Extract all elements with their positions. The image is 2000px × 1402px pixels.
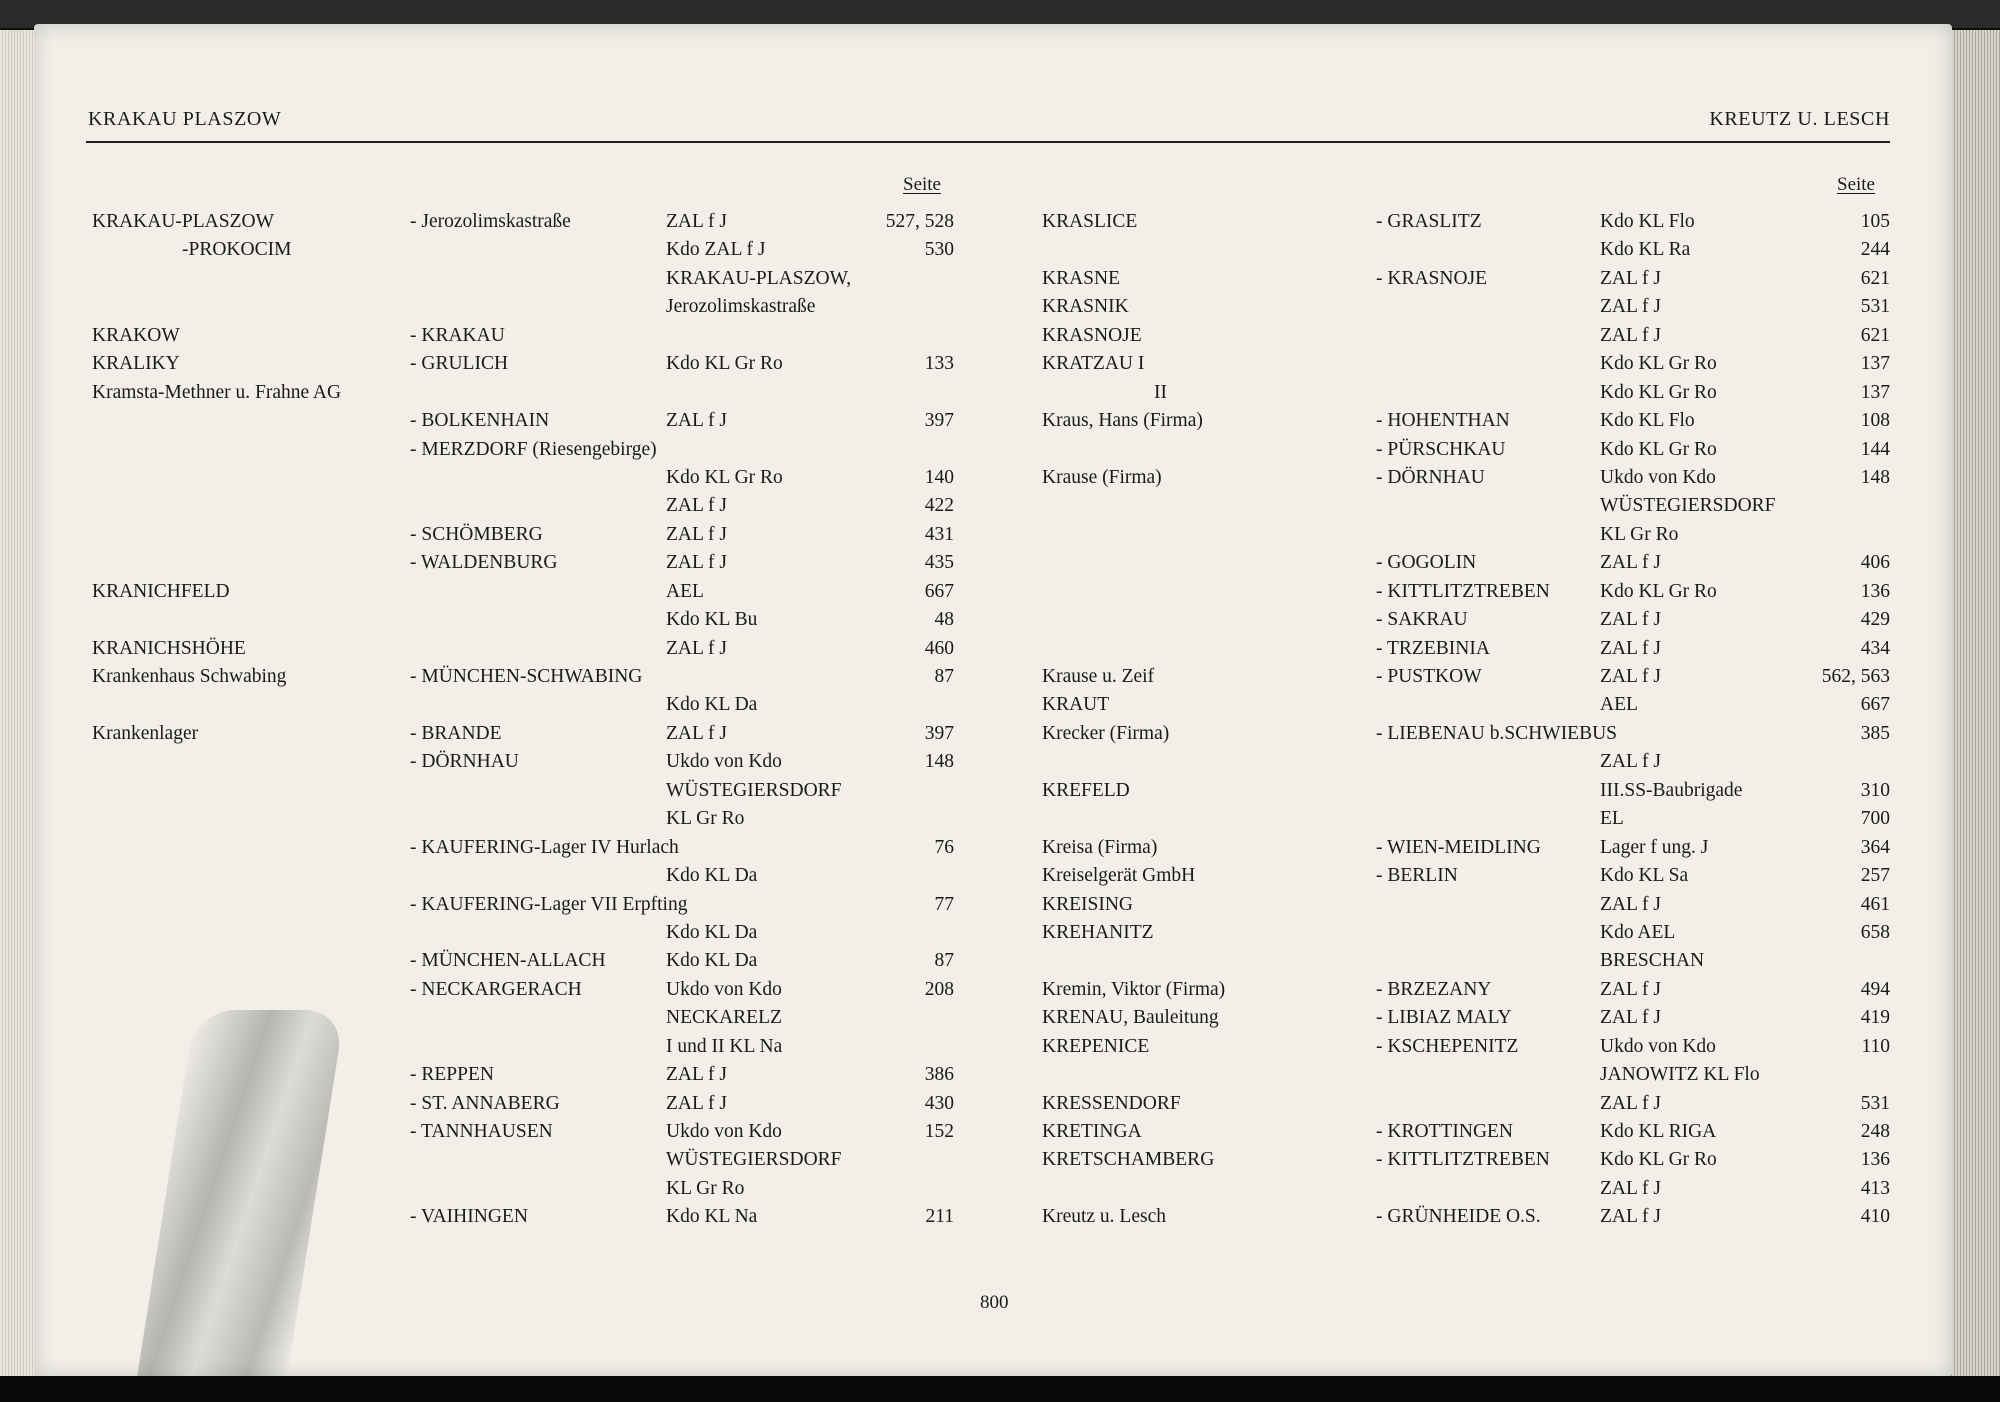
index-location: - ST. ANNABERG xyxy=(410,1092,560,1114)
index-row xyxy=(1042,663,1902,691)
index-page: 148 xyxy=(924,751,954,773)
index-term: KRETSCHAMBERG xyxy=(1042,1149,1215,1171)
index-row xyxy=(92,1175,962,1203)
column-heading-left: Seite xyxy=(903,174,941,195)
index-page: 77 xyxy=(934,893,954,915)
index-location: - PUSTKOW xyxy=(1376,666,1482,687)
index-camp: Kdo KL Da xyxy=(666,694,758,716)
book-page-edges-left xyxy=(0,30,36,1380)
index-term: Kremin, Viktor (Firma) xyxy=(1042,978,1226,1000)
index-camp: Jerozolimskastraße xyxy=(666,296,816,318)
index-page: 244 xyxy=(1860,239,1890,261)
index-term: KRALIKY xyxy=(92,353,180,375)
index-page: 140 xyxy=(924,466,954,488)
index-term: Krankenlager xyxy=(92,722,199,744)
index-location: - GRÜNHEIDE O.S. xyxy=(1376,1206,1541,1228)
index-camp: ZAL f J xyxy=(1600,637,1662,659)
index-row xyxy=(1042,350,1902,378)
index-location: - KSCHEPENITZ xyxy=(1376,1035,1519,1057)
index-row xyxy=(1042,606,1902,634)
index-location: - KRASNOJE xyxy=(1376,267,1488,289)
index-location: - SCHÖMBERG xyxy=(410,523,543,545)
index-camp: ZAL f J xyxy=(666,410,728,432)
index-row xyxy=(1042,549,1902,577)
index-row xyxy=(92,379,962,407)
index-row xyxy=(92,407,962,435)
index-row xyxy=(92,208,962,236)
running-header-left: KRAKAU PLASZOW xyxy=(88,108,282,130)
index-row xyxy=(1042,379,1902,407)
index-location: - DÖRNHAU xyxy=(1376,466,1485,488)
index-row xyxy=(1042,748,1902,776)
index-page: 76 xyxy=(934,836,954,858)
index-camp: Kdo KL Da xyxy=(666,921,758,943)
index-row xyxy=(92,549,962,577)
index-location: - WIEN-MEIDLING xyxy=(1376,836,1541,858)
index-column-left xyxy=(92,208,962,1232)
index-page: 494 xyxy=(1860,978,1890,1000)
index-camp: Kdo KL Da xyxy=(666,950,758,972)
index-row xyxy=(92,350,962,378)
index-camp: BRESCHAN xyxy=(1600,950,1705,972)
index-row xyxy=(1042,1033,1902,1061)
scan-bottom-border xyxy=(0,1376,2000,1402)
index-row xyxy=(1042,720,1902,748)
index-page: 658 xyxy=(1860,921,1890,943)
index-page: 110 xyxy=(1861,1035,1890,1057)
index-camp: ZAL f J xyxy=(666,1092,728,1114)
index-camp: Ukdo von Kdo xyxy=(666,978,782,1000)
index-location: - KAUFERING-Lager IV Hurlach xyxy=(410,836,679,858)
index-term: KRASNIK xyxy=(1042,296,1129,318)
index-camp: Kdo KL Gr Ro xyxy=(1600,1149,1717,1171)
index-term: KREFELD xyxy=(1042,779,1130,801)
book-page-edges-right xyxy=(1952,30,2000,1380)
index-camp: ZAL f J xyxy=(1600,1092,1662,1114)
index-location: - WALDENBURG xyxy=(410,552,558,574)
index-page: 105 xyxy=(1860,211,1890,232)
index-camp: I und II KL Na xyxy=(666,1035,783,1057)
index-term: KREPENICE xyxy=(1042,1035,1150,1057)
index-camp: Kdo KL Gr Ro xyxy=(1600,353,1717,375)
index-row xyxy=(92,606,962,634)
index-camp: JANOWITZ KL Flo xyxy=(1600,1064,1760,1086)
index-row xyxy=(1042,691,1902,719)
index-row xyxy=(92,834,962,862)
index-term: Kreisa (Firma) xyxy=(1042,836,1158,858)
index-camp: Kdo KL Flo xyxy=(1600,410,1695,432)
index-term: KREHANITZ xyxy=(1042,921,1154,943)
index-camp: EL xyxy=(1600,808,1624,830)
index-row xyxy=(1042,208,1902,236)
index-page: 386 xyxy=(924,1064,954,1086)
index-camp: Kdo KL Na xyxy=(666,1206,758,1228)
index-camp: ZAL f J xyxy=(1600,1007,1662,1029)
index-location: - KROTTINGEN xyxy=(1376,1121,1514,1142)
index-page: 364 xyxy=(1860,836,1890,858)
index-page: 413 xyxy=(1860,1177,1890,1199)
index-row xyxy=(92,748,962,776)
index-term: Kramsta-Methner u. Frahne AG xyxy=(92,381,342,403)
index-camp: KL Gr Ro xyxy=(666,1177,745,1199)
index-row xyxy=(1042,1175,1902,1203)
index-page: 621 xyxy=(1860,324,1890,346)
index-location: - LIEBENAU b.SCHWIEBUS xyxy=(1376,722,1618,744)
index-term: KRASNOJE xyxy=(1042,324,1142,346)
index-camp: ZAL f J xyxy=(666,637,728,659)
index-row xyxy=(92,720,962,748)
index-row xyxy=(1042,464,1902,492)
index-row xyxy=(1042,834,1902,862)
index-row xyxy=(1042,947,1902,975)
index-page: 152 xyxy=(924,1121,954,1142)
index-page: 460 xyxy=(924,637,954,659)
index-page: 621 xyxy=(1860,267,1890,289)
index-page: 108 xyxy=(1860,410,1890,432)
index-page: 248 xyxy=(1860,1121,1890,1142)
index-page: 461 xyxy=(1860,893,1890,915)
index-row xyxy=(92,322,962,350)
index-camp: ZAL f J xyxy=(666,495,728,517)
index-term: Kraus, Hans (Firma) xyxy=(1042,410,1203,432)
index-page: 208 xyxy=(924,978,954,1000)
index-term: KRATZAU I xyxy=(1042,353,1145,375)
index-term: KRAKAU-PLASZOW xyxy=(92,211,274,232)
index-camp: Kdo KL Gr Ro xyxy=(1600,580,1717,602)
index-page: 531 xyxy=(1860,296,1890,318)
index-location: - PÜRSCHKAU xyxy=(1376,438,1506,460)
index-row xyxy=(92,976,962,1004)
index-term: KRAKOW xyxy=(92,324,180,346)
index-camp: Kdo AEL xyxy=(1600,921,1676,943)
index-camp: Ukdo von Kdo xyxy=(666,751,782,773)
index-camp: ZAL f J xyxy=(1600,324,1662,346)
index-row xyxy=(1042,635,1902,663)
index-page: 148 xyxy=(1860,466,1890,488)
index-camp: ZAL f J xyxy=(666,211,728,232)
index-location: - TRZEBINIA xyxy=(1376,637,1490,659)
index-location: - GRASLITZ xyxy=(1376,211,1482,232)
index-term: KRANICHFELD xyxy=(92,580,230,602)
index-row xyxy=(92,947,962,975)
index-page: 397 xyxy=(924,722,954,744)
index-location: - Jerozolimskastraße xyxy=(410,211,571,232)
index-camp: ZAL f J xyxy=(1600,1206,1662,1228)
page-number: 800 xyxy=(980,1292,1009,1313)
index-location: - VAIHINGEN xyxy=(410,1206,528,1228)
index-camp: Kdo ZAL f J xyxy=(666,239,766,261)
index-camp: AEL xyxy=(1600,694,1638,716)
index-page: 257 xyxy=(1860,865,1890,887)
index-camp: ZAL f J xyxy=(1600,1177,1662,1199)
index-page: 530 xyxy=(924,239,954,261)
index-location: - KITTLITZTREBEN xyxy=(1376,1149,1550,1171)
index-page: 87 xyxy=(934,950,954,972)
index-location: - GRULICH xyxy=(410,353,509,375)
index-term: KRENAU, Bauleitung xyxy=(1042,1007,1219,1029)
index-page: 562, 563 xyxy=(1821,666,1890,687)
index-row xyxy=(92,663,962,691)
index-camp: Kdo KL Gr Ro xyxy=(1600,438,1717,460)
index-row xyxy=(92,1090,962,1118)
index-camp: Lager f ung. J xyxy=(1600,836,1709,858)
index-row xyxy=(1042,492,1902,520)
index-page: 48 xyxy=(934,609,954,631)
index-camp: Kdo KL Ra xyxy=(1600,239,1691,261)
index-row xyxy=(92,1061,962,1089)
index-camp: ZAL f J xyxy=(1600,609,1662,631)
index-term: Krecker (Firma) xyxy=(1042,722,1170,744)
index-camp: WÜSTEGIERSDORF xyxy=(666,1149,842,1171)
index-page: 531 xyxy=(1860,1092,1890,1114)
index-page: 211 xyxy=(925,1206,954,1228)
index-row xyxy=(1042,1146,1902,1174)
index-term: Krause (Firma) xyxy=(1042,466,1162,488)
index-page: 435 xyxy=(924,552,954,574)
index-row xyxy=(1042,891,1902,919)
index-row xyxy=(92,265,962,293)
index-camp: WÜSTEGIERSDORF xyxy=(666,779,842,801)
index-location: - REPPEN xyxy=(410,1064,494,1086)
index-row xyxy=(92,891,962,919)
index-page: 700 xyxy=(1860,808,1890,830)
index-row xyxy=(92,862,962,890)
index-term: KRETINGA xyxy=(1042,1121,1142,1142)
index-page: 133 xyxy=(924,353,954,375)
index-row xyxy=(92,1146,962,1174)
index-row xyxy=(1042,436,1902,464)
index-camp: Ukdo von Kdo xyxy=(1600,466,1716,488)
index-term: KRASLICE xyxy=(1042,211,1138,232)
index-camp: Kdo KL Da xyxy=(666,865,758,887)
index-page: 406 xyxy=(1860,552,1890,574)
index-row xyxy=(92,777,962,805)
index-camp: Kdo KL Sa xyxy=(1600,865,1689,887)
index-page: 137 xyxy=(1860,381,1890,403)
index-row xyxy=(92,1033,962,1061)
index-row xyxy=(1042,236,1902,264)
index-location: - MÜNCHEN-SCHWABING xyxy=(410,666,643,687)
index-camp: ZAL f J xyxy=(1600,296,1662,318)
index-location: - BOLKENHAIN xyxy=(410,410,550,432)
index-row xyxy=(92,1004,962,1032)
index-column-right xyxy=(1042,208,1902,1232)
index-location: - KRAKAU xyxy=(410,324,505,346)
index-camp: ZAL f J xyxy=(1600,267,1662,289)
index-page: 430 xyxy=(924,1092,954,1114)
index-location: - KITTLITZTREBEN xyxy=(1376,580,1550,602)
index-row xyxy=(92,805,962,833)
index-term: Krankenhaus Schwabing xyxy=(92,666,287,687)
index-location: - LIBIAZ MALY xyxy=(1376,1007,1512,1029)
index-camp: ZAL f J xyxy=(1600,666,1662,687)
index-location: - KAUFERING-Lager VII Erpfting xyxy=(410,893,688,915)
running-header-right: KREUTZ U. LESCH xyxy=(1709,108,1890,130)
index-page: 136 xyxy=(1860,580,1890,602)
index-row xyxy=(1042,407,1902,435)
index-camp: KL Gr Ro xyxy=(1600,523,1679,545)
index-term: KRASNE xyxy=(1042,267,1121,289)
index-camp: Kdo KL Flo xyxy=(1600,211,1695,232)
index-page: 419 xyxy=(1860,1007,1890,1029)
index-camp: WÜSTEGIERSDORF xyxy=(1600,495,1776,517)
index-camp: ZAL f J xyxy=(666,1064,728,1086)
header-rule xyxy=(86,141,1890,143)
index-location: - BERLIN xyxy=(1376,865,1458,887)
index-row xyxy=(1042,1061,1902,1089)
index-page: 667 xyxy=(924,580,954,602)
index-row xyxy=(1042,862,1902,890)
index-page: 434 xyxy=(1860,637,1890,659)
index-row xyxy=(1042,805,1902,833)
index-location: - SAKRAU xyxy=(1376,609,1468,631)
index-term: KRANICHSHÖHE xyxy=(92,637,246,659)
index-term: II xyxy=(1154,381,1167,403)
index-camp: ZAL f J xyxy=(1600,893,1662,915)
index-location: - BRZEZANY xyxy=(1376,978,1492,1000)
index-page: 87 xyxy=(934,666,954,687)
index-row xyxy=(1042,976,1902,1004)
index-row xyxy=(1042,521,1902,549)
index-page: 667 xyxy=(1860,694,1890,716)
index-row xyxy=(92,635,962,663)
index-term: KREISING xyxy=(1042,893,1133,915)
index-term: Krause u. Zeif xyxy=(1042,666,1155,687)
column-heading-right: Seite xyxy=(1837,174,1875,195)
index-camp: Kdo KL Gr Ro xyxy=(666,466,783,488)
index-camp: ZAL f J xyxy=(1600,978,1662,1000)
index-row xyxy=(92,464,962,492)
index-row xyxy=(92,1203,962,1231)
index-camp: ZAL f J xyxy=(1600,751,1662,773)
index-location: - TANNHAUSEN xyxy=(410,1121,553,1142)
index-camp: Ukdo von Kdo xyxy=(666,1121,782,1142)
index-row xyxy=(1042,578,1902,606)
index-row xyxy=(1042,1118,1902,1146)
index-location: - MERZDORF (Riesengebirge) xyxy=(410,438,657,460)
index-camp: ZAL f J xyxy=(666,523,728,545)
index-page: 137 xyxy=(1860,353,1890,375)
index-page: 429 xyxy=(1860,609,1890,631)
index-page: 422 xyxy=(924,495,954,517)
index-row xyxy=(92,236,962,264)
index-row xyxy=(1042,1203,1902,1231)
index-camp: Ukdo von Kdo xyxy=(1600,1035,1716,1057)
index-row xyxy=(92,578,962,606)
index-page: 136 xyxy=(1860,1149,1890,1171)
index-camp: NECKARELZ xyxy=(666,1007,782,1029)
index-location: - MÜNCHEN-ALLACH xyxy=(410,950,606,972)
index-location: - NECKARGERACH xyxy=(410,978,582,1000)
index-page: 527, 528 xyxy=(885,211,954,232)
index-page: 397 xyxy=(924,410,954,432)
index-camp: Kdo KL Bu xyxy=(666,609,758,631)
index-camp: ZAL f J xyxy=(1600,552,1662,574)
index-page: 144 xyxy=(1860,438,1890,460)
index-row xyxy=(92,1118,962,1146)
index-row xyxy=(1042,293,1902,321)
index-camp: KL Gr Ro xyxy=(666,808,745,830)
index-row xyxy=(1042,919,1902,947)
index-camp: AEL xyxy=(666,580,704,602)
index-term: Kreutz u. Lesch xyxy=(1042,1206,1166,1228)
index-term: Kreiselgerät GmbH xyxy=(1042,865,1196,887)
index-row xyxy=(1042,265,1902,293)
index-row xyxy=(1042,1004,1902,1032)
index-row xyxy=(1042,1090,1902,1118)
index-location: - HOHENTHAN xyxy=(1376,410,1510,432)
index-row xyxy=(1042,777,1902,805)
index-page: 410 xyxy=(1860,1206,1890,1228)
index-page: 385 xyxy=(1860,722,1890,744)
index-row xyxy=(92,521,962,549)
index-location: - BRANDE xyxy=(410,722,502,744)
index-location: - DÖRNHAU xyxy=(410,751,519,773)
index-camp: ZAL f J xyxy=(666,722,728,744)
index-page: 431 xyxy=(924,523,954,545)
index-camp: ZAL f J xyxy=(666,552,728,574)
index-row xyxy=(92,436,962,464)
index-camp: KRAKAU-PLASZOW, xyxy=(666,267,852,289)
index-term: -PROKOCIM xyxy=(182,239,292,261)
index-row xyxy=(1042,322,1902,350)
index-row xyxy=(92,492,962,520)
index-row xyxy=(92,691,962,719)
index-location: - GOGOLIN xyxy=(1376,552,1477,574)
index-page: 310 xyxy=(1860,779,1890,801)
index-camp: Kdo KL Gr Ro xyxy=(1600,381,1717,403)
index-row xyxy=(92,293,962,321)
index-camp: III.SS-Baubrigade xyxy=(1600,779,1743,801)
index-camp: Kdo KL RIGA xyxy=(1600,1121,1717,1142)
index-term: KRESSENDORF xyxy=(1042,1092,1181,1114)
index-camp: Kdo KL Gr Ro xyxy=(666,353,783,375)
index-row xyxy=(92,919,962,947)
index-term: KRAUT xyxy=(1042,694,1110,716)
